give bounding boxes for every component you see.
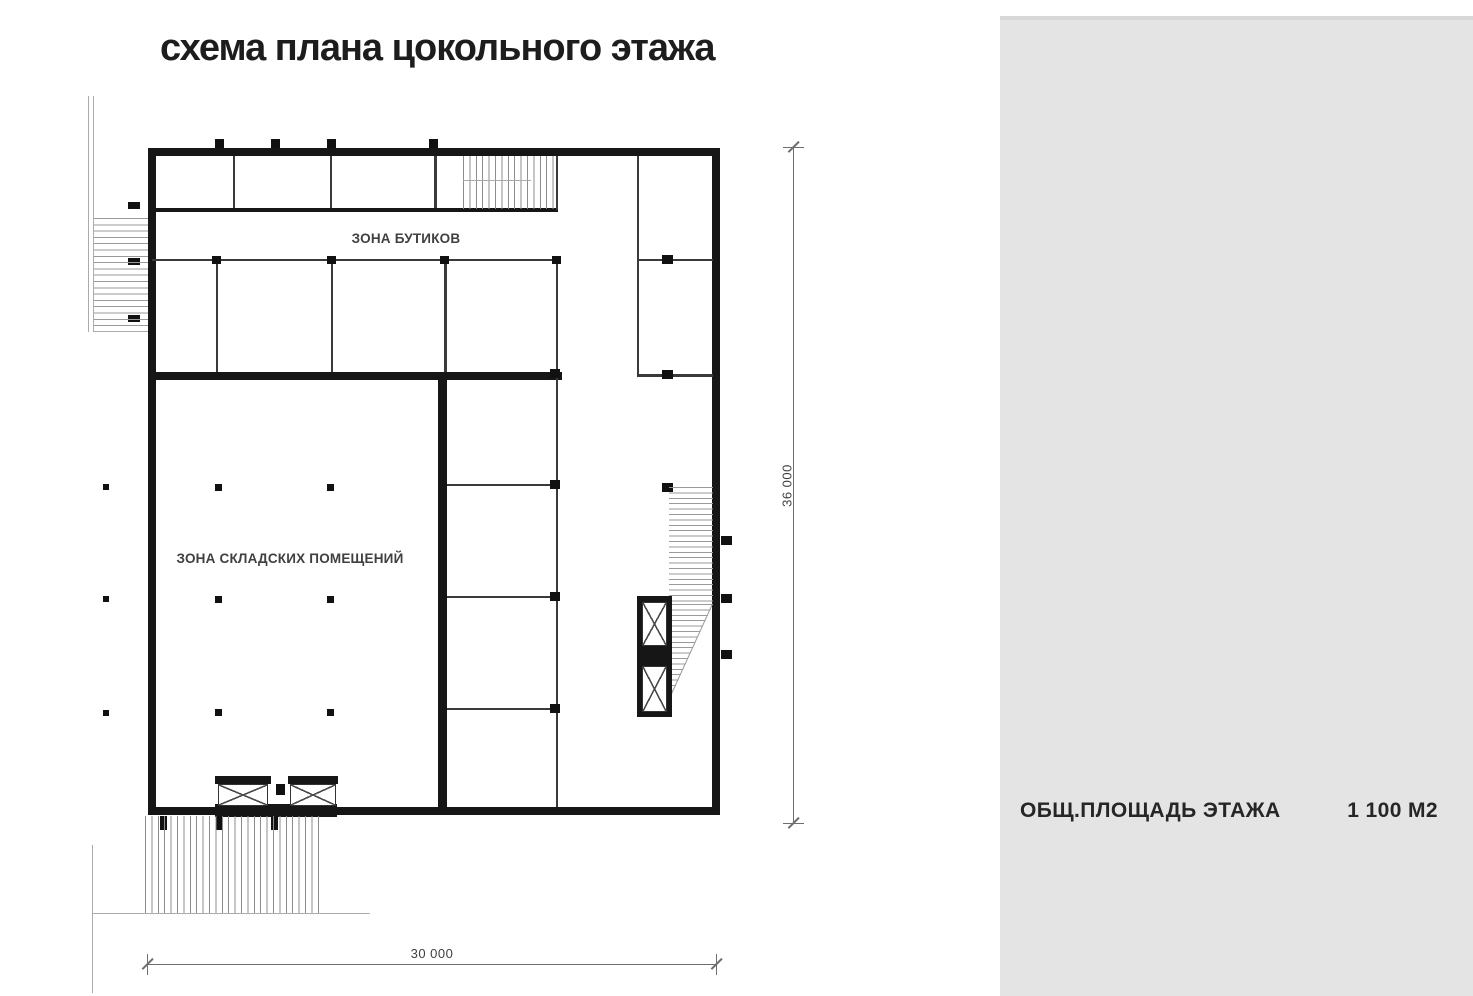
- outside-column-dot: [103, 710, 109, 716]
- midcol-room-divider: [447, 484, 555, 486]
- page-title: схема плана цокольного этажа: [160, 27, 715, 69]
- rightcol-room-divider: [637, 374, 713, 377]
- stairs-right-icon: [669, 487, 713, 604]
- row2-divider: [331, 260, 333, 372]
- floor-area-value: 1 100 М2: [1347, 799, 1438, 822]
- midcol-room-divider: [447, 596, 555, 598]
- ramp-hatch: [145, 816, 323, 913]
- row1-divider: [434, 156, 437, 208]
- info-panel: [1000, 16, 1473, 996]
- midcol-room-divider: [447, 708, 555, 710]
- column-marker: [271, 139, 280, 148]
- warehouse-top-wall: [152, 372, 562, 380]
- outer-wall-right: [712, 148, 720, 815]
- warehouse-column-dot: [215, 484, 222, 491]
- warehouse-column-dot: [215, 709, 222, 716]
- column-marker: [212, 256, 221, 264]
- stairs-left-icon: [94, 218, 148, 331]
- warehouse-column-dot: [327, 709, 334, 716]
- zone-label-warehouse: ЗОНА СКЛАДСКИХ ПОМЕЩЕНИЙ: [176, 551, 404, 566]
- rightcol-left-line: [637, 156, 639, 377]
- column-marker: [550, 704, 560, 713]
- entrance-lintel: [288, 776, 338, 784]
- dimension-label-vertical: 36 000: [779, 464, 795, 507]
- floor-area-row: [1020, 799, 1438, 823]
- outer-wall-top: [148, 148, 720, 156]
- entrance-box-icon: [290, 784, 336, 806]
- column-marker: [550, 592, 560, 601]
- floor-area-label: ОБЩ.ПЛОЩАДЬ ЭТАЖА: [1020, 799, 1281, 822]
- entrance-box-icon: [218, 784, 268, 806]
- stairs-top-icon: [463, 156, 558, 209]
- row1-divider: [330, 156, 332, 208]
- column-marker: [550, 480, 560, 489]
- left-facade-pier: [128, 202, 140, 209]
- column-marker: [327, 256, 336, 264]
- warehouse-column-dot: [327, 596, 334, 603]
- zone-label-boutiques: ЗОНА БУТИКОВ: [351, 231, 461, 246]
- column-marker: [429, 139, 438, 148]
- dimension-label-horizontal: 30 000: [410, 946, 454, 961]
- column-marker: [440, 256, 449, 264]
- dimension-line-horizontal: [147, 964, 716, 965]
- right-facade-pier: [721, 650, 732, 659]
- warehouse-column-dot: [327, 484, 334, 491]
- left-guide-line: [93, 96, 94, 332]
- row1-divider: [233, 156, 235, 208]
- elevator-icon: [642, 666, 667, 712]
- right-facade-pier: [721, 536, 732, 545]
- midcol-right-line: [556, 260, 558, 807]
- entrance-lintel: [215, 776, 271, 784]
- warehouse-right-wall: [438, 374, 447, 815]
- column-marker: [662, 370, 673, 379]
- column-marker: [550, 369, 560, 378]
- warehouse-column-dot: [215, 596, 222, 603]
- column-marker: [327, 139, 336, 148]
- stairs-top-midline: [463, 180, 531, 181]
- outside-column-dot: [103, 484, 109, 490]
- column-marker: [662, 255, 673, 264]
- outside-column-dot: [103, 596, 109, 602]
- left-stair-base-line: [93, 331, 148, 332]
- entrance-mid-pier: [276, 784, 285, 795]
- outer-wall-left: [148, 148, 156, 815]
- row2-divider: [444, 260, 447, 372]
- column-marker: [215, 139, 224, 148]
- elevator-icon: [642, 602, 667, 646]
- right-facade-pier: [721, 594, 732, 603]
- ramp-base-line: [92, 913, 370, 914]
- rightcol-room-divider: [637, 259, 713, 261]
- column-marker: [552, 256, 561, 264]
- row2-divider: [216, 260, 218, 372]
- left-guide-line: [88, 96, 89, 332]
- bottom-guide-line: [92, 845, 93, 993]
